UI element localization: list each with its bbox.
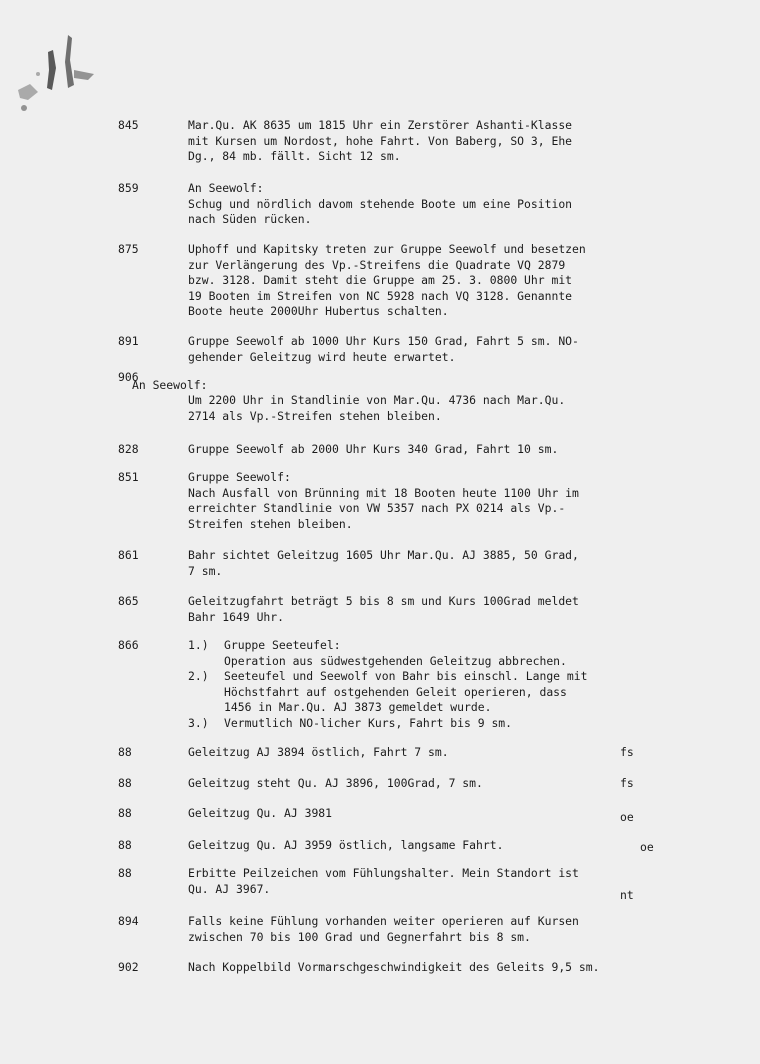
entry-number: 851 <box>118 470 139 484</box>
entry-number: 875 <box>118 242 139 256</box>
entry-text <box>188 242 736 320</box>
entry-line: Nach Ausfall von Brünning mit 18 Booten heute 1100 Uhr im <box>188 485 579 500</box>
entry-suffix: oe <box>620 810 634 824</box>
entry-line: zur Verlängerung des Vp.-Streifens die Quadrate VQ 2879 <box>188 257 566 272</box>
entry-line: zwischen 70 bis 100 Grad und Gegnerfahrt bis 8 sm. <box>188 929 531 944</box>
entry-suffix: fs <box>620 776 634 790</box>
entry-line: Gruppe Seeteufel: <box>224 638 341 652</box>
entry-number: 88 <box>118 745 132 759</box>
entry-line: Geleitzug steht Qu. AJ 3896, 100Grad, 7 sm. <box>188 776 483 790</box>
entry-number: 865 <box>118 594 139 608</box>
entry-text <box>188 776 736 792</box>
entry-line: 7 sm. <box>188 563 223 578</box>
entry-line: Qu. AJ 3967. <box>188 881 271 896</box>
entry-number: 859 <box>118 181 139 195</box>
entry-line: Gruppe Seewolf: <box>188 470 291 484</box>
entry-text <box>188 914 736 945</box>
entry-line: Erbitte Peilzeichen vom Fühlungshalter. Mein Standort ist <box>188 866 579 880</box>
entry-line: Falls keine Fühlung vorhanden weiter operieren auf Kursen <box>188 914 579 928</box>
entry-text <box>188 960 748 976</box>
entry-text <box>188 745 736 761</box>
entry-line: Boote heute 2000Uhr Hubertus schalten. <box>188 304 449 318</box>
entry-line: Nach Koppelbild Vormarschgeschwindigkeit des Geleits 9,5 sm. <box>188 960 600 974</box>
entry-number: 828 <box>118 442 139 456</box>
ink-smudge-mark <box>8 30 103 125</box>
entry-line: 2714 als Vp.-Streifen stehen bleiben. <box>188 408 442 423</box>
entry-line: erreichter Standlinie von VW 5357 nach PX 0214 als Vp.- <box>188 501 566 515</box>
entry-line: Geleitzug AJ 3894 östlich, Fahrt 7 sm. <box>188 745 449 759</box>
subitem-marker: 1.) <box>188 638 209 652</box>
entry-text <box>188 638 736 731</box>
entry-text <box>188 334 736 365</box>
entry-suffix: nt <box>620 888 634 902</box>
entry-text <box>188 470 736 532</box>
entry-header: An Seewolf: <box>132 378 208 392</box>
entry-line: nach Süden rücken. <box>188 212 312 226</box>
entry-suffix: oe <box>640 840 654 854</box>
entry-text <box>188 594 736 625</box>
entry-line: Geleitzug Qu. AJ 3959 östlich, langsame Fahrt. <box>188 838 504 852</box>
entry-line: Geleitzugfahrt beträgt 5 bis 8 sm und Kurs 100Grad meldet <box>188 594 579 608</box>
entry-number: 88 <box>118 866 132 880</box>
entry-number: 88 <box>118 776 132 790</box>
entry-number: 891 <box>118 334 139 348</box>
entry-number: 894 <box>118 914 139 928</box>
entry-line: Vermutlich NO-licher Kurs, Fahrt bis 9 sm. <box>224 715 513 730</box>
entry-number: 902 <box>118 960 139 974</box>
entry-line: Bahr 1649 Uhr. <box>188 609 285 624</box>
entry-line: Operation aus südwestgehenden Geleitzug abbrechen. <box>224 653 567 668</box>
entry-subitem <box>188 669 736 716</box>
entry-number: 88 <box>118 806 132 820</box>
entry-text <box>188 806 736 822</box>
entry-number: 906 <box>118 370 139 384</box>
entry-line: 1456 in Mar.Qu. AJ 3873 gemeldet wurde. <box>224 700 492 714</box>
entry-line: Seeteufel und Seewolf von Bahr bis einschl. Lange mit <box>224 669 588 683</box>
entry-subitem <box>188 716 736 732</box>
entry-text <box>188 393 736 424</box>
entry-number: 866 <box>118 638 139 652</box>
entry-line: Schug und nördlich davom stehende Boote um eine Position <box>188 196 573 211</box>
entry-line: Gruppe Seewolf ab 1000 Uhr Kurs 150 Grad, Fahrt 5 sm. NO- <box>188 334 579 348</box>
entry-line: Dg., 84 mb. fällt. Sicht 12 sm. <box>188 149 401 163</box>
entry-line: Gruppe Seewolf ab 2000 Uhr Kurs 340 Grad, Fahrt 10 sm. <box>188 442 559 456</box>
entry-text <box>188 548 736 579</box>
entry-line: Uphoff und Kapitsky treten zur Gruppe Seewolf und besetzen <box>188 242 586 256</box>
entry-text <box>188 442 736 458</box>
entry-number: 845 <box>118 118 139 132</box>
entry-line: gehender Geleitzug wird heute erwartet. <box>188 349 456 364</box>
entry-line: Geleitzug Qu. AJ 3981 <box>188 806 333 820</box>
subitem-marker: 3.) <box>188 715 209 730</box>
subitem-marker: 2.) <box>188 669 209 683</box>
entry-text <box>188 866 736 897</box>
entry-suffix: fs <box>620 745 634 759</box>
entry-line: Um 2200 Uhr in Standlinie von Mar.Qu. 4736 nach Mar.Qu. <box>188 393 566 407</box>
entry-line: Höchstfahrt auf ostgehenden Geleit operieren, dass <box>224 684 567 699</box>
entry-line: Streifen stehen bleiben. <box>188 516 353 531</box>
entry-text <box>188 181 736 228</box>
entry-number: 861 <box>118 548 139 562</box>
entry-line: An Seewolf: <box>188 181 264 195</box>
entry-line: Mar.Qu. AK 8635 um 1815 Uhr ein Zerstörer Ashanti-Klasse <box>188 118 573 132</box>
entry-line: 19 Booten im Streifen von NC 5928 nach VQ 3128. Genannte <box>188 288 573 303</box>
entry-subitem <box>188 638 736 669</box>
entry-number: 88 <box>118 838 132 852</box>
entry-text <box>188 118 736 165</box>
entry-line: Bahr sichtet Geleitzug 1605 Uhr Mar.Qu. AJ 3885, 50 Grad, <box>188 548 579 562</box>
entry-line: bzw. 3128. Damit steht die Gruppe am 25. 3. 0800 Uhr mit <box>188 273 573 287</box>
entry-line: mit Kursen um Nordost, hohe Fahrt. Von Baberg, SO 3, Ehe <box>188 133 573 148</box>
